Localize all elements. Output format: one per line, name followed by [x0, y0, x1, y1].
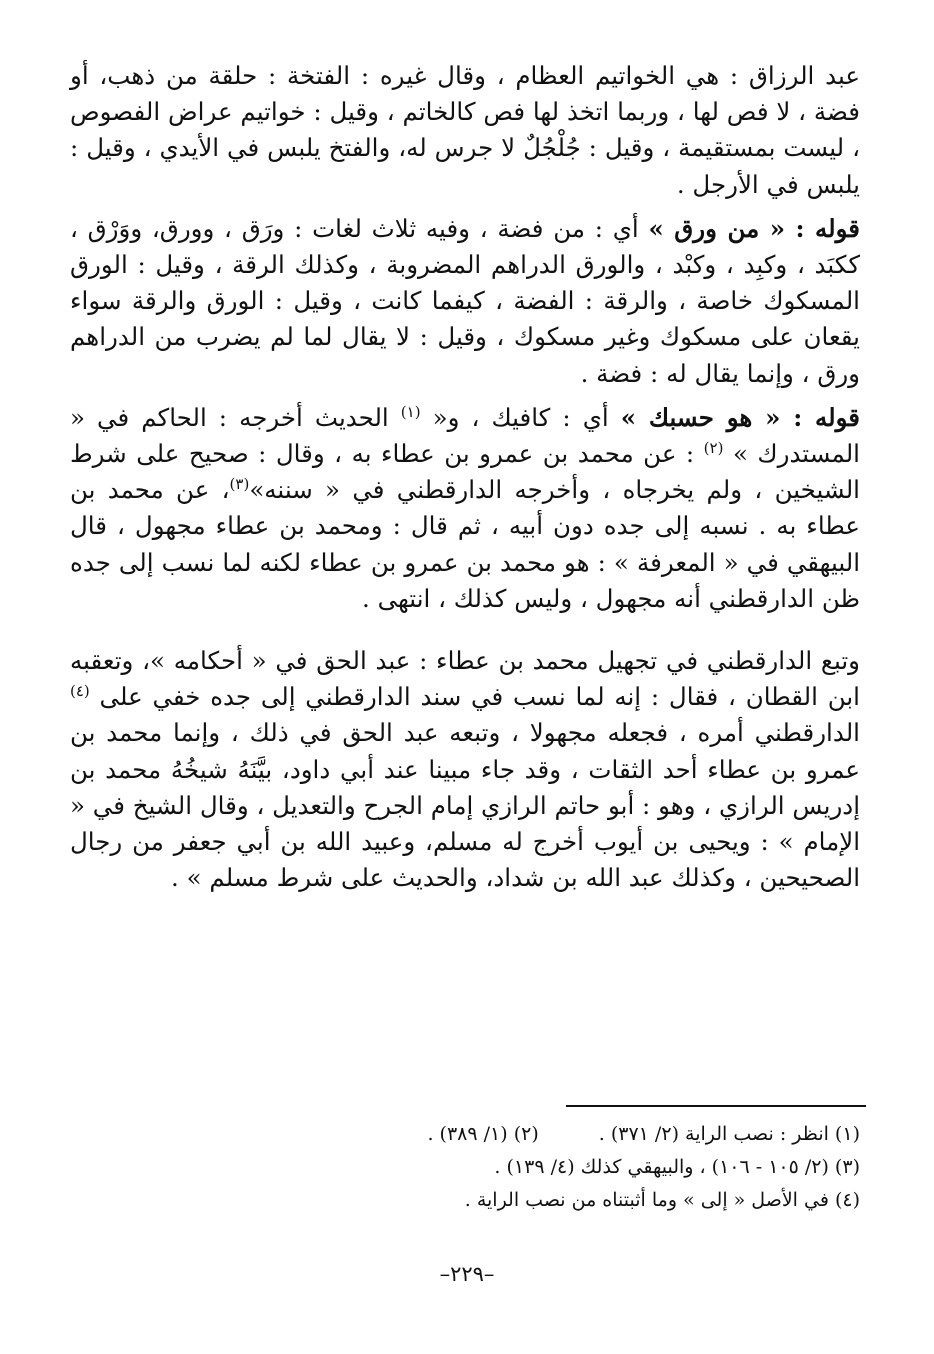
paragraph-2	[70, 211, 860, 392]
footnote-1: (١) انظر : نصب الراية (٢/ ٣٧١) .	[598, 1123, 860, 1145]
paragraph-4	[70, 643, 860, 896]
footnote-ref-4: (٤)	[70, 682, 90, 701]
paragraph-3-text-4: ، عن محمد بن عطاء به . نسبه إلى جده دون أبيه ، ثم قال : ومحمد بن عطاء مجهول ، قال البيهقي في « المعرفة » : هو محمد بن عمرو بن عطاء لكنه لما نسب إلى جده ظن الدارقطني أنه مجهول ، وليس كذلك ، انتهى .	[70, 475, 860, 613]
page-number: –٢٢٩–	[439, 1262, 495, 1286]
paragraph-2-lead: قوله : « من ورق »	[648, 213, 860, 243]
paragraph-3	[70, 400, 860, 617]
footnote-separator	[566, 1105, 866, 1107]
paragraph-2-text: أي : من فضة ، وفيه ثلاث لغات : ورَق ، وورق، ووَرْق ، ككبَد ، وكبِد ، وكبْد ، والورق الدراهم المضروبة ، وكذلك الرقة ، وقيل : الورق المسكوك خاصة ، والرقة : الفضة ، كيفما كانت ، وقيل : الورق والرقة سواء يقعان على مسكوك وغير مسكوك ، وقيل : لا يقال لما لم يضرب من الدراهم ورق ، وإنما يقال له : فضة .	[70, 213, 860, 388]
paragraph-3-lead: قوله : « هو حسبك »	[620, 402, 861, 432]
footnotes	[120, 1118, 860, 1217]
footnote-4: (٤) في الأصل « إلى » وما أثبتناه من نصب الراية .	[464, 1189, 860, 1211]
paragraph-4-text-1: وتبع الدارقطني في تجهيل محمد بن عطاء : عبد الحق في « أحكامه »، وتعقبه ابن القطان ، فقال : إنه لما نسب في سند الدارقطني إلى جده خفي على	[70, 646, 860, 712]
paragraph-1: عبد الرزاق : هي الخواتيم العظام ، وقال غيره : الفتخة : حلقة من ذهب، أو فضة ، لا فص لها ، وربما اتخذ لها فص كالخاتم ، وقيل : خواتيم عراض الفصوص ، ليست بمستقيمة ، وقيل : جُلْجُلٌ لا جرس له، والفتخ يلبس في الأيدي ، وقيل : يلبس في الأرجل .	[70, 61, 860, 199]
paragraph-3-text-3: : عن محمد بن عمرو بن عطاء به ، وقال : صحيح على شرط الشيخين ، ولم يخرجاه ، وأخرجه الدارقطني في « سننه»	[70, 439, 860, 505]
footnote-3: (٣) (٢/ ١٠٥ - ١٠٦) ، والبيهقي كذلك (٤/ ١٣٩) .	[494, 1156, 860, 1178]
footnote-line-1	[120, 1118, 860, 1151]
footnote-ref-1: (١)	[400, 402, 421, 421]
paragraph-3-text-1: أي : كافيك ، و«	[420, 402, 621, 432]
footnote-ref-2: (٢)	[703, 438, 724, 457]
paragraph-4-text-2: الدارقطني أمره ، فجعله مجهولا ، وتبعه عبد الحق في ذلك ، وإنما محمد بن عمرو بن عطاء أحد الثقات ، وقد جاء مبينا عند أبي داود، بيَّنَهُ شيخُهُ محمد بن إدريس الرازي ، وهو : أبو حاتم الرازي إمام الجرح والتعديل ، وقال الشيخ في « الإمام » : ويحيى بن أيوب أخرج له مسلم، وعبيد الله بن أبي جعفر من رجال الصحيحين ، وكذلك عبد الله بن شداد، والحديث على شرط مسلم » .	[70, 718, 860, 893]
paragraph-3-text-2: الحديث أخرجه : الحاكم في « المستدرك »	[70, 402, 860, 469]
footnote-ref-3: (٣)	[229, 475, 250, 494]
main-text	[70, 58, 860, 896]
footnote-2: (٢) (١/ ٣٨٩) .	[427, 1123, 539, 1145]
